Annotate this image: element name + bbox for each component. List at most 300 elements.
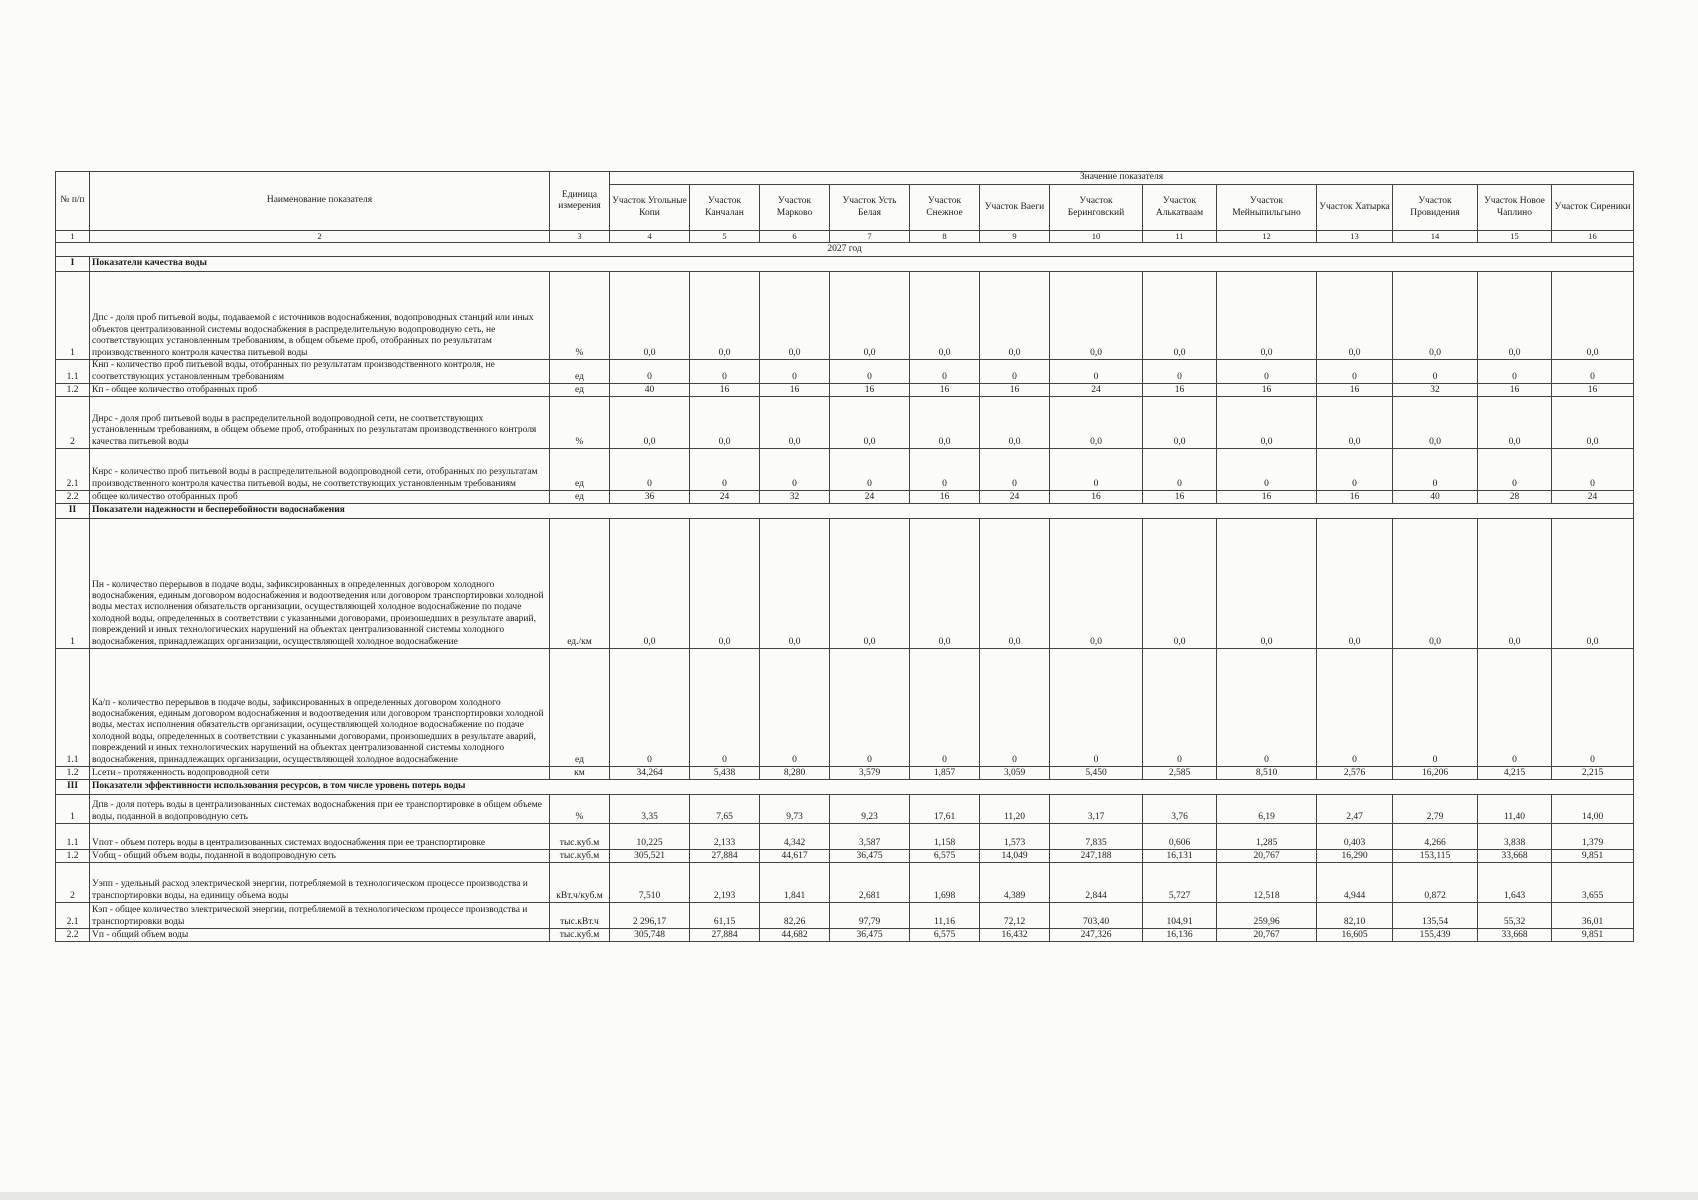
indicator-value: 32 <box>1393 384 1478 397</box>
indicator-value: 9,851 <box>1552 850 1634 863</box>
indicator-value: 1,158 <box>910 824 980 850</box>
indicator-value: 72,12 <box>980 903 1050 929</box>
indicator-value: 16 <box>760 384 830 397</box>
header-area: Участок Хатырка <box>1317 185 1393 231</box>
indicator-value: 0 <box>1143 649 1217 767</box>
row-number: 1.1 <box>56 649 90 767</box>
year-label: 2027 год <box>56 243 1634 257</box>
indicator-value: 0,0 <box>610 397 690 449</box>
indicator-value: 0,0 <box>1217 397 1317 449</box>
indicator-value: 24 <box>830 491 910 504</box>
indicator-unit: тыс.кВт.ч <box>550 903 610 929</box>
indicator-value: 247,326 <box>1050 929 1143 942</box>
indicator-value: 0 <box>1050 449 1143 491</box>
row-number: 1.2 <box>56 384 90 397</box>
indicator-value: 0,0 <box>1552 397 1634 449</box>
table-row <box>56 360 1634 384</box>
indicator-value: 9,73 <box>760 795 830 824</box>
indicator-value: 16 <box>1143 384 1217 397</box>
indicator-value: 2,193 <box>690 863 760 903</box>
indicator-value: 0,0 <box>1143 397 1217 449</box>
indicator-value: 0,0 <box>910 519 980 649</box>
indicator-value: 0 <box>980 649 1050 767</box>
indicator-value: 27,884 <box>690 929 760 942</box>
header-area: Участок Алькатваам <box>1143 185 1217 231</box>
indicator-value: 0,0 <box>690 519 760 649</box>
indicator-value: 4,944 <box>1317 863 1393 903</box>
indicator-value: 0,0 <box>1552 272 1634 360</box>
column-index: 10 <box>1050 231 1143 243</box>
table-row <box>56 903 1634 929</box>
row-number: 1 <box>56 272 90 360</box>
indicator-value: 16,605 <box>1317 929 1393 942</box>
indicator-unit: ед <box>550 449 610 491</box>
indicator-value: 20,767 <box>1217 929 1317 942</box>
indicator-value: 0 <box>690 649 760 767</box>
header-area: Участок Усть Белая <box>830 185 910 231</box>
indicator-value: 0 <box>1393 360 1478 384</box>
indicator-value: 16 <box>910 384 980 397</box>
indicator-value: 3,059 <box>980 767 1050 780</box>
indicator-value: 1,573 <box>980 824 1050 850</box>
indicator-value: 0,0 <box>1050 397 1143 449</box>
indicator-value: 305,521 <box>610 850 690 863</box>
indicator-value: 0,0 <box>610 272 690 360</box>
indicator-value: 7,510 <box>610 863 690 903</box>
indicator-value: 16 <box>1143 491 1217 504</box>
indicator-value: 82,26 <box>760 903 830 929</box>
indicator-name: Дпс - доля проб питьевой воды, подаваемой с источников водоснабжения, водопроводных станций или иных объектов централизованной системы водоснабжения в распределительную водопроводную сеть, не соответствующих установленным требованиям, в общем объеме проб, отобранных по результатам производственного контроля качества питьевой воды <box>90 272 550 360</box>
header-area: Участок Ваеги <box>980 185 1050 231</box>
indicator-value: 0 <box>1217 649 1317 767</box>
indicator-value: 0 <box>1478 649 1552 767</box>
indicator-value: 3,76 <box>1143 795 1217 824</box>
column-index: 6 <box>760 231 830 243</box>
indicator-value: 0,872 <box>1393 863 1478 903</box>
indicator-value: 33,668 <box>1478 929 1552 942</box>
column-index: 13 <box>1317 231 1393 243</box>
table-row <box>56 272 1634 360</box>
indicator-value: 11,16 <box>910 903 980 929</box>
indicator-value: 16 <box>1552 384 1634 397</box>
indicator-value: 7,65 <box>690 795 760 824</box>
indicator-value: 16 <box>1217 384 1317 397</box>
indicator-value: 155,439 <box>1393 929 1478 942</box>
indicator-value: 24 <box>1552 491 1634 504</box>
indicator-table <box>55 171 1634 942</box>
column-index: 1 <box>56 231 90 243</box>
indicator-value: 1,841 <box>760 863 830 903</box>
indicator-value: 55,32 <box>1478 903 1552 929</box>
indicator-value: 0 <box>1317 360 1393 384</box>
indicator-value: 0 <box>1478 360 1552 384</box>
indicator-value: 2,133 <box>690 824 760 850</box>
indicator-value: 97,79 <box>830 903 910 929</box>
scan-edge <box>0 1192 1698 1200</box>
indicator-value: 16,136 <box>1143 929 1217 942</box>
indicator-value: 36,01 <box>1552 903 1634 929</box>
indicator-value: 16 <box>1217 491 1317 504</box>
indicator-value: 0 <box>1552 649 1634 767</box>
indicator-value: 0,0 <box>910 397 980 449</box>
indicator-name: Ка/п - количество перерывов в подаче воды, зафиксированных в определенных договором холодного водоснабжения, единым договором водоснабжения и водоотведения или договором транспортировки холодной воды, местах исполнения обязательств организации, осуществляющей холодное водоснабжение по подаче холодной воды, определенных в соответствии с указанными договорами, произошедших в результате аварий, повреждений и иных технологических нарушений на объектах централизованной системы холодного водоснабжения, принадлежащих организации, осуществляющей холодное водоснабжение <box>90 649 550 767</box>
indicator-name: Vп - общий объем воды <box>90 929 550 942</box>
indicator-name: Днрс - доля проб питьевой воды в распределительной водопроводной сети, не соответствующих установленным требованиям, в общем объеме проб, отобранных по результатам производственного контроля качества питьевой воды <box>90 397 550 449</box>
table-row <box>56 850 1634 863</box>
section-header-row <box>56 257 1634 272</box>
indicator-value: 153,115 <box>1393 850 1478 863</box>
header-area: Участок Сиреники <box>1552 185 1634 231</box>
row-number: 2.1 <box>56 903 90 929</box>
indicator-unit: ед <box>550 360 610 384</box>
indicator-value: 3,35 <box>610 795 690 824</box>
indicator-name: общее количество отобранных проб <box>90 491 550 504</box>
header-area: Участок Угольные Копи <box>610 185 690 231</box>
indicator-value: 0,0 <box>1393 397 1478 449</box>
indicator-unit: % <box>550 795 610 824</box>
indicator-name: Lсети - протяженность водопроводной сети <box>90 767 550 780</box>
indicator-value: 44,682 <box>760 929 830 942</box>
indicator-value: 0 <box>830 360 910 384</box>
indicator-value: 24 <box>980 491 1050 504</box>
indicator-value: 6,19 <box>1217 795 1317 824</box>
indicator-value: 3,579 <box>830 767 910 780</box>
indicator-value: 27,884 <box>690 850 760 863</box>
indicator-unit: км <box>550 767 610 780</box>
indicator-value: 4,215 <box>1478 767 1552 780</box>
header-no: № п/п <box>56 172 90 231</box>
header-unit: Единица измерения <box>550 172 610 231</box>
row-number: 2 <box>56 397 90 449</box>
indicator-value: 0,0 <box>760 519 830 649</box>
indicator-value: 6,575 <box>910 929 980 942</box>
indicator-value: 36,475 <box>830 850 910 863</box>
indicator-value: 0,0 <box>1217 519 1317 649</box>
row-number: 1.1 <box>56 824 90 850</box>
row-number: 2.1 <box>56 449 90 491</box>
indicator-value: 1,857 <box>910 767 980 780</box>
indicator-value: 0,0 <box>1478 272 1552 360</box>
indicator-value: 16 <box>1478 384 1552 397</box>
indicator-value: 9,23 <box>830 795 910 824</box>
indicator-value: 0,0 <box>1393 272 1478 360</box>
indicator-value: 0 <box>610 449 690 491</box>
indicator-value: 0 <box>980 449 1050 491</box>
indicator-value: 247,188 <box>1050 850 1143 863</box>
section-header-row <box>56 780 1634 795</box>
indicator-value: 0,0 <box>1143 519 1217 649</box>
indicator-name: Кнп - количество проб питьевой воды, отобранных по результатам производственного контроля, не соответствующих установленным требованиям <box>90 360 550 384</box>
table-row <box>56 397 1634 449</box>
indicator-value: 5,438 <box>690 767 760 780</box>
indicator-value: 10,225 <box>610 824 690 850</box>
indicator-value: 16 <box>1050 491 1143 504</box>
indicator-unit: ед <box>550 491 610 504</box>
indicator-table-container <box>55 171 1633 942</box>
table-row <box>56 929 1634 942</box>
column-index: 7 <box>830 231 910 243</box>
section-title: Показатели надежности и бесперебойности водоснабжения <box>90 504 1634 519</box>
indicator-value: 0,0 <box>830 272 910 360</box>
table-row <box>56 767 1634 780</box>
indicator-value: 2,585 <box>1143 767 1217 780</box>
indicator-value: 2,215 <box>1552 767 1634 780</box>
row-number: 1 <box>56 795 90 824</box>
indicator-value: 4,389 <box>980 863 1050 903</box>
indicator-value: 0 <box>980 360 1050 384</box>
row-number: 2 <box>56 863 90 903</box>
row-number: 1.2 <box>56 850 90 863</box>
indicator-value: 3,655 <box>1552 863 1634 903</box>
indicator-value: 0 <box>1478 449 1552 491</box>
indicator-value: 0,0 <box>1050 519 1143 649</box>
indicator-value: 0,0 <box>1478 519 1552 649</box>
indicator-value: 0,0 <box>1317 519 1393 649</box>
indicator-value: 16 <box>1317 491 1393 504</box>
indicator-value: 0 <box>1393 449 1478 491</box>
indicator-name: Vпот - объем потерь воды в централизованных системах водоснабжения при ее транспортировке <box>90 824 550 850</box>
section-header-row <box>56 504 1634 519</box>
indicator-value: 1,643 <box>1478 863 1552 903</box>
indicator-value: 82,10 <box>1317 903 1393 929</box>
indicator-value: 20,767 <box>1217 850 1317 863</box>
indicator-value: 16,432 <box>980 929 1050 942</box>
row-number: 2.2 <box>56 929 90 942</box>
indicator-value: 0 <box>690 449 760 491</box>
indicator-value: 16 <box>910 491 980 504</box>
indicator-unit: кВт.ч/куб.м <box>550 863 610 903</box>
table-row <box>56 384 1634 397</box>
indicator-value: 4,266 <box>1393 824 1478 850</box>
indicator-value: 0,0 <box>1217 272 1317 360</box>
indicator-value: 0,0 <box>980 519 1050 649</box>
header-values-group: Значение показателя <box>610 172 1634 185</box>
indicator-value: 0 <box>910 360 980 384</box>
column-index: 5 <box>690 231 760 243</box>
indicator-value: 259,96 <box>1217 903 1317 929</box>
indicator-value: 4,342 <box>760 824 830 850</box>
indicator-value: 0 <box>1393 649 1478 767</box>
section-number: III <box>56 780 90 795</box>
section-title: Показатели эффективности использования ресурсов, в том числе уровень потерь воды <box>90 780 1634 795</box>
column-index: 12 <box>1217 231 1317 243</box>
indicator-value: 0,0 <box>830 519 910 649</box>
indicator-value: 0,0 <box>1393 519 1478 649</box>
indicator-value: 5,727 <box>1143 863 1217 903</box>
section-number: II <box>56 504 90 519</box>
table-row <box>56 491 1634 504</box>
indicator-name: Уэпп - удельный расход электрической энергии, потребляемой в технологическом процессе производства и транспортировки воды, на единицу объема воды <box>90 863 550 903</box>
indicator-value: 104,91 <box>1143 903 1217 929</box>
indicator-name: Пн - количество перерывов в подаче воды, зафиксированных в определенных договором холодного водоснабжения, единым договором водоснабжения и водоотведения или договором транспортировки холодной воды местах исполнения обязательств организации, осуществляющей холодное водоснабжение по подаче холодной воды, определенных в соответствии с указанными договорами, произошедших в результате аварий, повреждений и иных технологических нарушений на объектах централизованной системы холодного водоснабжения, принадлежащих организации, осуществляющей холодное водоснабжение <box>90 519 550 649</box>
column-index: 9 <box>980 231 1050 243</box>
indicator-value: 9,851 <box>1552 929 1634 942</box>
header-area: Участок Провидения <box>1393 185 1478 231</box>
header-area: Участок Канчалан <box>690 185 760 231</box>
indicator-value: 16 <box>1317 384 1393 397</box>
indicator-value: 0,403 <box>1317 824 1393 850</box>
column-index: 16 <box>1552 231 1634 243</box>
indicator-value: 40 <box>1393 491 1478 504</box>
indicator-value: 0 <box>910 449 980 491</box>
indicator-value: 0,0 <box>690 272 760 360</box>
indicator-value: 0,0 <box>610 519 690 649</box>
indicator-value: 0 <box>1317 649 1393 767</box>
indicator-value: 0 <box>830 649 910 767</box>
indicator-unit: тыс.куб.м <box>550 929 610 942</box>
table-row <box>56 824 1634 850</box>
indicator-value: 0,0 <box>1317 272 1393 360</box>
indicator-value: 2,47 <box>1317 795 1393 824</box>
indicator-value: 6,575 <box>910 850 980 863</box>
indicator-value: 0 <box>610 649 690 767</box>
indicator-value: 11,40 <box>1478 795 1552 824</box>
indicator-value: 0,0 <box>760 397 830 449</box>
indicator-value: 2,79 <box>1393 795 1478 824</box>
column-index-row <box>56 231 1634 243</box>
indicator-value: 0 <box>1050 360 1143 384</box>
column-index: 8 <box>910 231 980 243</box>
indicator-value: 0 <box>910 649 980 767</box>
indicator-value: 0,0 <box>830 397 910 449</box>
indicator-value: 0 <box>690 360 760 384</box>
indicator-value: 16,206 <box>1393 767 1478 780</box>
indicator-name: Кнрс - количество проб питьевой воды в распределительной водопроводной сети, отобранных по результатам производственного контроля качества питьевой воды, не соответствующих установленным требованиям <box>90 449 550 491</box>
column-index: 3 <box>550 231 610 243</box>
indicator-value: 0 <box>1317 449 1393 491</box>
indicator-value: 0 <box>610 360 690 384</box>
indicator-unit: % <box>550 272 610 360</box>
indicator-value: 0,0 <box>1050 272 1143 360</box>
table-row <box>56 449 1634 491</box>
column-index: 14 <box>1393 231 1478 243</box>
indicator-value: 16,131 <box>1143 850 1217 863</box>
indicator-value: 2 296,17 <box>610 903 690 929</box>
indicator-value: 28 <box>1478 491 1552 504</box>
indicator-value: 703,40 <box>1050 903 1143 929</box>
header-area: Участок Снежное <box>910 185 980 231</box>
indicator-value: 0,0 <box>1317 397 1393 449</box>
indicator-value: 8,510 <box>1217 767 1317 780</box>
header-area: Участок Беринговский <box>1050 185 1143 231</box>
column-index: 4 <box>610 231 690 243</box>
row-number: 1.1 <box>56 360 90 384</box>
indicator-value: 14,00 <box>1552 795 1634 824</box>
indicator-value: 0 <box>1217 360 1317 384</box>
header-area: Участок Новое Чаплино <box>1478 185 1552 231</box>
indicator-name: Кэп - общее количество электрической энергии, потребляемой в технологическом процессе производства и транспортировки воды <box>90 903 550 929</box>
indicator-value: 1,379 <box>1552 824 1634 850</box>
indicator-value: 32 <box>760 491 830 504</box>
indicator-value: 2,681 <box>830 863 910 903</box>
indicator-value: 0 <box>1552 449 1634 491</box>
indicator-value: 3,587 <box>830 824 910 850</box>
indicator-value: 3,17 <box>1050 795 1143 824</box>
indicator-value: 0,0 <box>1143 272 1217 360</box>
indicator-value: 0,606 <box>1143 824 1217 850</box>
indicator-value: 2,576 <box>1317 767 1393 780</box>
section-number: I <box>56 257 90 272</box>
indicator-unit: ед <box>550 649 610 767</box>
indicator-value: 8,280 <box>760 767 830 780</box>
indicator-value: 0 <box>1217 449 1317 491</box>
indicator-value: 16 <box>690 384 760 397</box>
indicator-value: 11,20 <box>980 795 1050 824</box>
column-index: 2 <box>90 231 550 243</box>
indicator-value: 0,0 <box>1478 397 1552 449</box>
header-area: Участок Мейныпильгыно <box>1217 185 1317 231</box>
header-name: Наименование показателя <box>90 172 550 231</box>
indicator-value: 305,748 <box>610 929 690 942</box>
indicator-value: 40 <box>610 384 690 397</box>
row-number: 1 <box>56 519 90 649</box>
indicator-value: 0,0 <box>1552 519 1634 649</box>
indicator-value: 16 <box>830 384 910 397</box>
indicator-value: 0,0 <box>980 397 1050 449</box>
table-row <box>56 863 1634 903</box>
indicator-unit: тыс.куб.м <box>550 824 610 850</box>
indicator-value: 0 <box>760 649 830 767</box>
indicator-value: 0 <box>830 449 910 491</box>
indicator-name: Vобщ - общий объем воды, поданной в водопроводную сеть <box>90 850 550 863</box>
table-row <box>56 649 1634 767</box>
header-area: Участок Марково <box>760 185 830 231</box>
indicator-value: 1,698 <box>910 863 980 903</box>
indicator-value: 36 <box>610 491 690 504</box>
column-index: 15 <box>1478 231 1552 243</box>
table-row <box>56 519 1634 649</box>
indicator-value: 5,450 <box>1050 767 1143 780</box>
indicator-value: 3,838 <box>1478 824 1552 850</box>
indicator-unit: ед <box>550 384 610 397</box>
indicator-value: 0 <box>1143 449 1217 491</box>
year-row <box>56 243 1634 257</box>
indicator-unit: тыс.куб.м <box>550 850 610 863</box>
indicator-value: 7,835 <box>1050 824 1143 850</box>
indicator-value: 44,617 <box>760 850 830 863</box>
indicator-unit: % <box>550 397 610 449</box>
indicator-value: 0,0 <box>760 272 830 360</box>
indicator-value: 24 <box>1050 384 1143 397</box>
indicator-value: 12,518 <box>1217 863 1317 903</box>
indicator-value: 0 <box>760 449 830 491</box>
section-title: Показатели качества воды <box>90 257 1634 272</box>
indicator-value: 61,15 <box>690 903 760 929</box>
indicator-value: 36,475 <box>830 929 910 942</box>
indicator-value: 34,264 <box>610 767 690 780</box>
indicator-value: 16,290 <box>1317 850 1393 863</box>
indicator-value: 16 <box>980 384 1050 397</box>
indicator-value: 2,844 <box>1050 863 1143 903</box>
indicator-value: 14,049 <box>980 850 1050 863</box>
indicator-value: 0 <box>760 360 830 384</box>
column-index: 11 <box>1143 231 1217 243</box>
indicator-value: 0,0 <box>690 397 760 449</box>
indicator-name: Кп - общее количество отобранных проб <box>90 384 550 397</box>
indicator-value: 135,54 <box>1393 903 1478 929</box>
indicator-value: 0 <box>1143 360 1217 384</box>
indicator-value: 24 <box>690 491 760 504</box>
indicator-value: 1,285 <box>1217 824 1317 850</box>
indicator-value: 33,668 <box>1478 850 1552 863</box>
indicator-value: 17,61 <box>910 795 980 824</box>
table-row <box>56 795 1634 824</box>
indicator-unit: ед./км <box>550 519 610 649</box>
indicator-name: Дпв - доля потерь воды в централизованных системах водоснабжения при ее транспортировке в общем объеме воды, поданной в водопроводную сеть <box>90 795 550 824</box>
indicator-value: 0 <box>1050 649 1143 767</box>
row-number: 2.2 <box>56 491 90 504</box>
indicator-value: 0 <box>1552 360 1634 384</box>
